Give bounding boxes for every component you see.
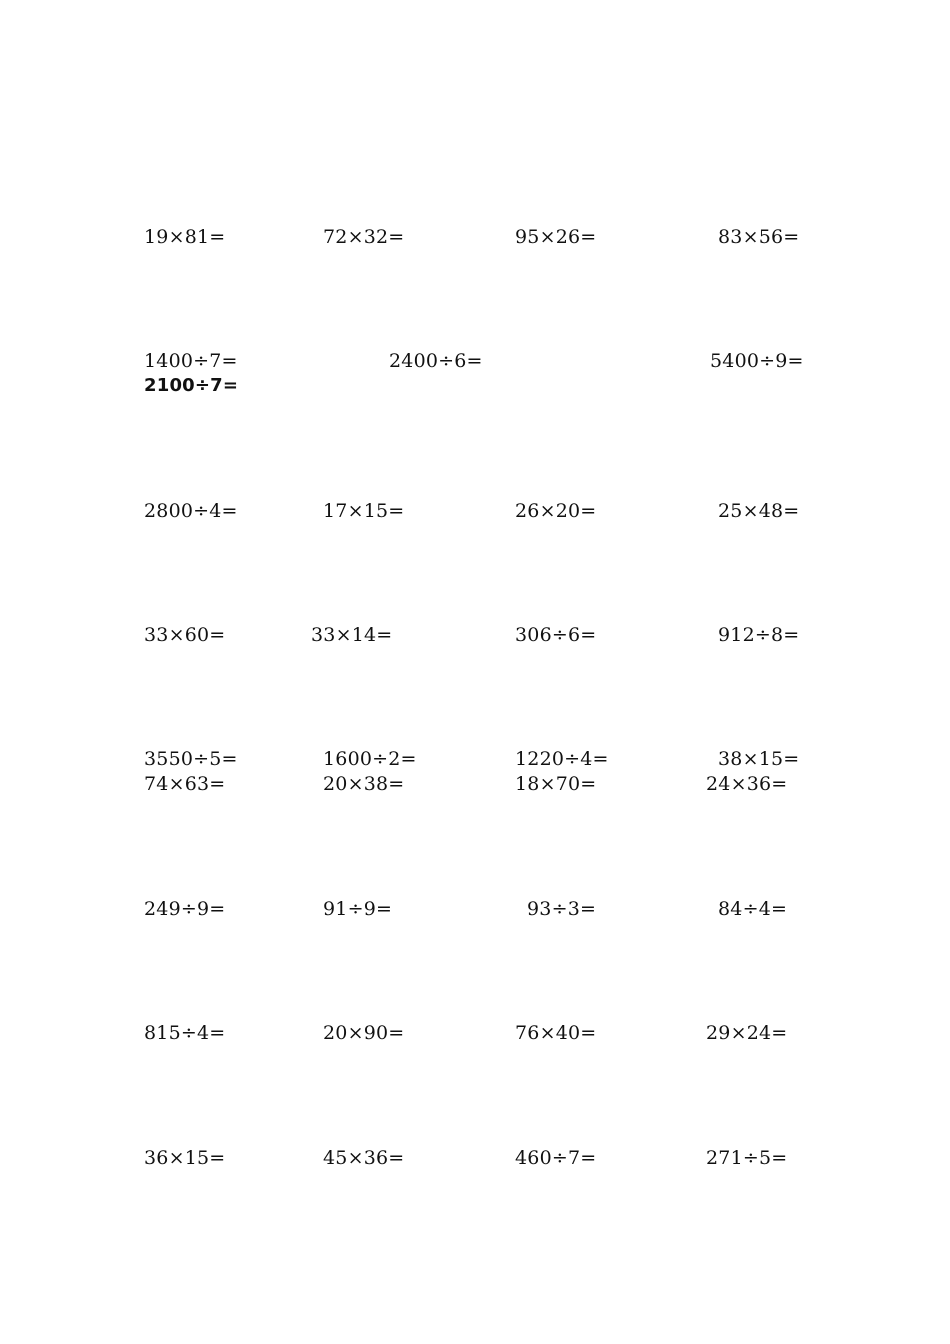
problem: 26×20= bbox=[515, 500, 597, 522]
problem: 36×15= bbox=[144, 1147, 226, 1169]
problem: 72×32= bbox=[323, 226, 405, 248]
problem: 83×56= bbox=[718, 226, 800, 248]
problem: 306÷6= bbox=[515, 624, 597, 646]
problem: 93÷3= bbox=[527, 898, 597, 920]
problem: 24×36= bbox=[706, 773, 788, 795]
problem: 3550÷5= bbox=[144, 748, 238, 770]
problem: 20×90= bbox=[323, 1022, 405, 1044]
problem: 91÷9= bbox=[323, 898, 393, 920]
problem: 271÷5= bbox=[706, 1147, 788, 1169]
problem: 74×63= bbox=[144, 773, 226, 795]
problem: 1220÷4= bbox=[515, 748, 609, 770]
problem: 33×14= bbox=[311, 624, 393, 646]
problem: 45×36= bbox=[323, 1147, 405, 1169]
problem: 25×48= bbox=[718, 500, 800, 522]
problem: 2100÷7= bbox=[144, 375, 239, 396]
problem: 84÷4= bbox=[718, 898, 788, 920]
problem: 33×60= bbox=[144, 624, 226, 646]
problem: 19×81= bbox=[144, 226, 226, 248]
problem: 912÷8= bbox=[718, 624, 800, 646]
problem: 1600÷2= bbox=[323, 748, 417, 770]
problem: 18×70= bbox=[515, 773, 597, 795]
problem: 460÷7= bbox=[515, 1147, 597, 1169]
problem: 249÷9= bbox=[144, 898, 226, 920]
problem: 5400÷9= bbox=[710, 350, 804, 372]
problem: 815÷4= bbox=[144, 1022, 226, 1044]
problem: 2400÷6= bbox=[389, 350, 483, 372]
problem: 29×24= bbox=[706, 1022, 788, 1044]
problem: 2800÷4= bbox=[144, 500, 238, 522]
problem: 76×40= bbox=[515, 1022, 597, 1044]
problem: 1400÷7= bbox=[144, 350, 238, 372]
problem: 38×15= bbox=[718, 748, 800, 770]
problem: 17×15= bbox=[323, 500, 405, 522]
problem: 95×26= bbox=[515, 226, 597, 248]
problem: 20×38= bbox=[323, 773, 405, 795]
